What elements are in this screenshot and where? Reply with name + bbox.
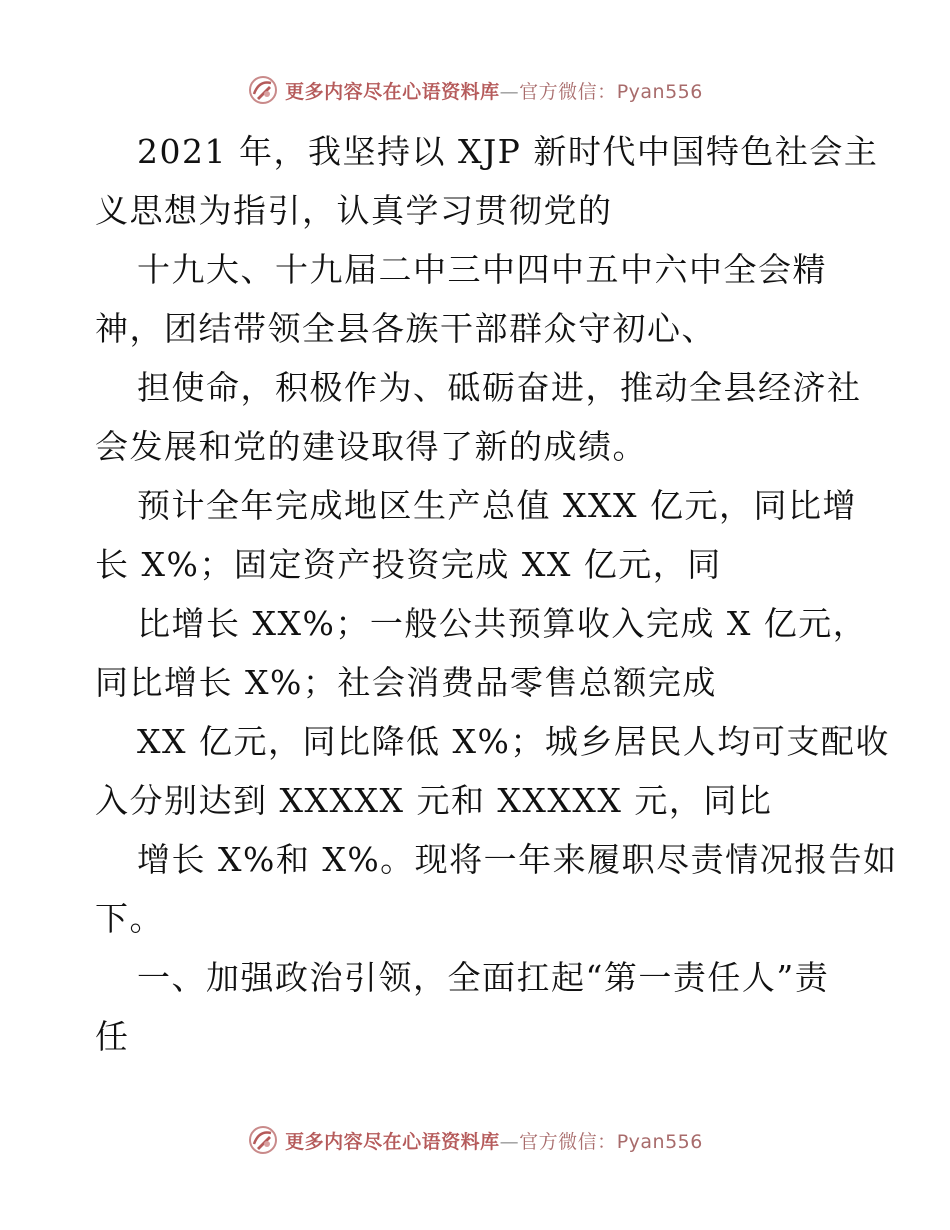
text-line <box>95 594 868 653</box>
line-text: 一、加强政治引领，全面扛起“第一责任人”责 <box>137 958 830 997</box>
pen-swirl-logo-icon <box>247 1124 279 1156</box>
line-text: 下。 <box>95 899 164 938</box>
text-line <box>95 535 865 594</box>
line-text: 比增长 XX%；一般公共预算收入完成 X 亿元， <box>137 604 868 643</box>
watermark-separator: — <box>499 1130 520 1153</box>
line-text: 十九大、十九届二中三中四中五中六中全会精 <box>137 250 827 289</box>
watermark-text <box>285 1127 703 1154</box>
footer-watermark <box>0 1120 950 1160</box>
watermark-brand: 更多内容尽在心语资料库 <box>285 1130 500 1153</box>
watermark-contact: Pyan556 <box>616 1130 703 1153</box>
watermark-separator: — <box>499 80 520 103</box>
line-text: XX 亿元，同比降低 X%；城乡居民人均可支配收 <box>137 722 890 761</box>
text-line <box>95 1007 865 1066</box>
line-text: 同比增长 X%；社会消费品零售总额完成 <box>95 663 717 702</box>
line-text: 神，团结带领全县各族干部群众守初心、 <box>95 309 716 348</box>
line-text: 长 X%；固定资产投资完成 XX 亿元，同 <box>95 545 722 584</box>
text-line <box>95 712 890 771</box>
line-text: 义思想为指引，认真学习贯彻党的 <box>95 191 613 230</box>
watermark-label: 官方微信： <box>519 1130 617 1153</box>
line-text: 会发展和党的建设取得了新的成绩。 <box>95 427 647 466</box>
watermark-text <box>285 77 703 104</box>
text-line <box>95 299 865 358</box>
line-text: 2021 年，我坚持以 XJP 新时代中国特色社会主 <box>137 132 879 171</box>
document-body <box>95 122 898 1066</box>
line-text: 入分别达到 XXXXX 元和 XXXXX 元，同比 <box>95 781 773 820</box>
line-text: 增长 X%和 X%。现将一年来履职尽责情况报告如 <box>137 840 898 879</box>
text-line <box>95 476 865 535</box>
text-line <box>95 889 865 948</box>
line-text: 担使命，积极作为、砥砺奋进，推动全县经济社 <box>137 368 862 407</box>
text-line <box>95 830 898 889</box>
line-text: 任 <box>95 1017 130 1056</box>
text-line <box>95 771 865 830</box>
text-line <box>95 358 865 417</box>
text-line <box>95 181 865 240</box>
watermark-contact: Pyan556 <box>616 80 703 103</box>
text-line <box>95 122 879 181</box>
watermark-brand: 更多内容尽在心语资料库 <box>285 80 500 103</box>
text-line <box>95 653 865 712</box>
pen-swirl-logo-icon <box>247 74 279 106</box>
watermark-label: 官方微信： <box>519 80 617 103</box>
line-text: 预计全年完成地区生产总值 XXX 亿元，同比增 <box>137 486 857 525</box>
text-line <box>95 240 865 299</box>
text-line <box>95 948 865 1007</box>
text-line <box>95 417 865 476</box>
header-watermark <box>0 70 950 110</box>
